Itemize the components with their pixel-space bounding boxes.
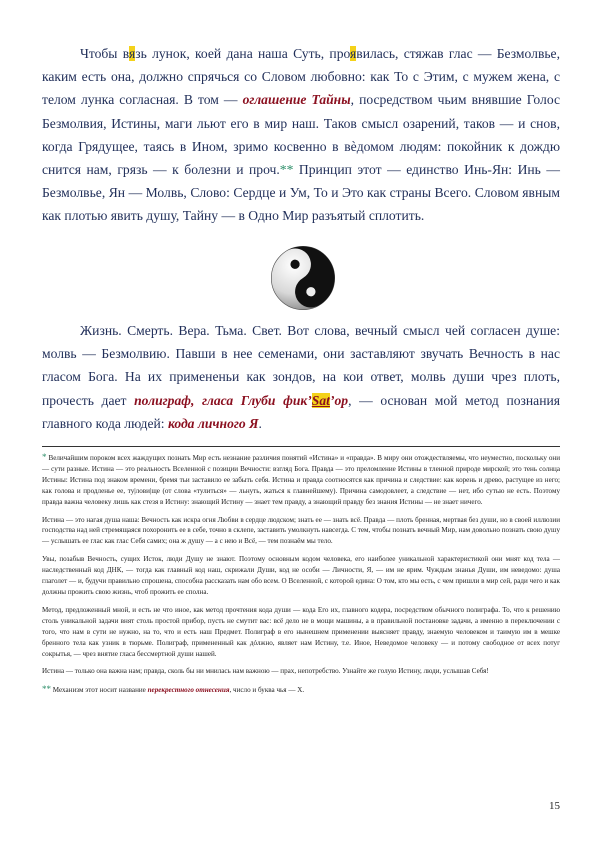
footnote-1-continued <box>42 605 560 660</box>
emphasis-phrase: полиграф, гласа Глуби фик’ <box>134 392 312 408</box>
footnote-1-continued <box>42 515 560 548</box>
page-number: 15 <box>549 800 560 812</box>
footnote-divider <box>42 446 560 447</box>
text-run: Жизнь. Смерть. Вера. Тьма. Свет. Вот слова, вечный смысл чей согласен душе: молвь — Безмолвию. Павши в нее семенами, они заставляют звучать Вечность в нас гласом Бога. На их примененьи как зондов, на кои ответ, молвь души чрез плоть, прочесть дает <box>42 323 560 408</box>
text-run: , — основан мой метод познания главного кода людей: <box>42 392 560 431</box>
footnote-1 <box>42 452 560 508</box>
text-run: вилась, стяжав глас — Безмолвье, каким есть она, должно спрячься со Словом любовно: как То с Этим, с мужем жена, с телом лунка согласная. В том — <box>42 46 560 108</box>
highlighted-word: Sat <box>311 392 330 408</box>
footnote-text: Истина — это нагая душа наша: Вечность как искра огня Любви в сердце людском; знать ее — знать всё. Правда — плоть бренная, мертвая без души, но в своей иллюзии господства над ней стремящаяся похоронить ее в себе, точно в склепе, заставить умолкнуть навсегда. С тем, чтобы познать вечный Мир, нам довольно познать свою душу — услышать ее глас как глас Себя самих; она ж душу — а с нею и Всё, — тем познаём мы тело. <box>42 515 560 546</box>
emphasis-phrase: оглашение Тайны <box>242 92 351 108</box>
text-run: . <box>258 415 262 431</box>
text-run: , посредством чьим внявшие Голос Безмолвия, Истины, маги льют его в мир наш. Таков смысл озарений, таков — и снов, когда Грядущее, таясь в Ином, зримо косвенно в вѐдомом людям: покойник к дождю снится нам, грязь — к болезни и проч. <box>42 92 560 178</box>
footnote-marker[interactable]: ** <box>279 162 294 178</box>
footnote-text: Механизм этот носит название <box>51 686 148 695</box>
emphasis-phrase: перекрестного отнесения <box>147 686 230 695</box>
paragraph-2 <box>42 319 560 435</box>
footnote-text: Истина — только она важна нам; правда, сколь бы ни мнилась нам важною — прах, непотребство. Узнайте же голую Истину, люди, услышав Себя! <box>42 667 489 676</box>
footnote-marker: * <box>42 452 47 462</box>
emphasis-phrase: кода личного Я <box>167 415 259 431</box>
footnote-2 <box>42 684 560 696</box>
footnote-1-continued <box>42 554 560 598</box>
footnote-marker: ** <box>42 684 51 695</box>
text-run: Принцип этот — единство Инь-Ян: Инь — Безмолвье, Ян — Молвь, Слово: Сердце и Ум, То и Это как страны Всего. Словом явным как плотью явить душу, Тайну — в Одно Мир разъятый сплотить. <box>42 162 560 224</box>
highlighted-letter: я <box>350 46 357 61</box>
text-run: зь лунок, коей дана наша Суть, про <box>135 46 351 61</box>
footnote-text: Метод, предложенный мной, и есть не что иное, как метод прочтения кода души — кода Его их, главного кодера, посредством обычного полиграфа. То, что к решению столь уникальной задачи внят столь простой прибор, пусть не смутит вас: всё дело не в мощи машины, а в правильной постановке задачи, а именно в переключении с того, что нам в сути не нужно, на то, что и есть наш Предмет. Полиграф в его нынешнем применении выясняет правду, знаемую человеком и таимую им в мешке бренного тела как узник в тюрьме. Полиграф, примененный как дóлжно, являет нам Истину, т.е. Иное, Неведомое человеку — и потому свободное от всех потуг сокрытья, — чрез внятие гласа бессмертной души нашей. <box>42 605 560 658</box>
footnote-text: , число и буква чья — X. <box>229 686 305 695</box>
footnote-text: Увы, позабыв Вечность, сущих Исток, люди Душу не знают. Поэтому основным кодом человека, его наиболее уникальной характеристикой они мнят код тела — наследственный код ДНК, — тогда как главный код наш, скрижали Души, код не особи — Личности, Я, — им не ярим. Чуждым знанья Души, им неведомо: душа глаголет — и, будучи правильно спрошена, способна рассказать нам обо всем. О Вселенной, с которой едина: О том, кто мы есть, с чем пришли в мир сей, ради чего и как должны прожить свою жизнь, чтоб прожить ее сполна. <box>42 555 560 596</box>
text-run: Чтобы в <box>80 46 129 61</box>
yin-yang-icon <box>270 245 336 311</box>
footnote-text: Величайшим пороком всех жаждущих познать Мир есть незнание различия понятий «Истина» и «правда». В миру они отождествляемы, что неуместно, поскольку они — сути разные. Истина — это реальность Вселенной с позиции Вечности: взгляд Бога. Правда — это преломление Истины в тленной природе мирской; это тень солнца Истины: Истина под знаком времени, бремя тьи заставило ее забыть себя. Истина и правда соотносятся как причина и следствие: как корень и древо, растущее из него; как голова и продленье ее, ту|лови|ще (от слова «тулиться» — льнуть, жаться к главнейшему). Причина самодовлеет, а следствие — нет, ибо сутью не есть. Поэтому правда важна человеку лишь как стезя в Истину: знающий Истину — знает тем правду, а знающий правду без знания Истины — не знает ничего. <box>42 454 560 506</box>
footnote-1-continued <box>42 666 560 677</box>
paragraph-1 <box>42 42 560 228</box>
footnotes <box>42 452 560 703</box>
emphasis-phrase: ’ор <box>329 392 349 408</box>
highlighted-letter: я <box>128 46 136 61</box>
